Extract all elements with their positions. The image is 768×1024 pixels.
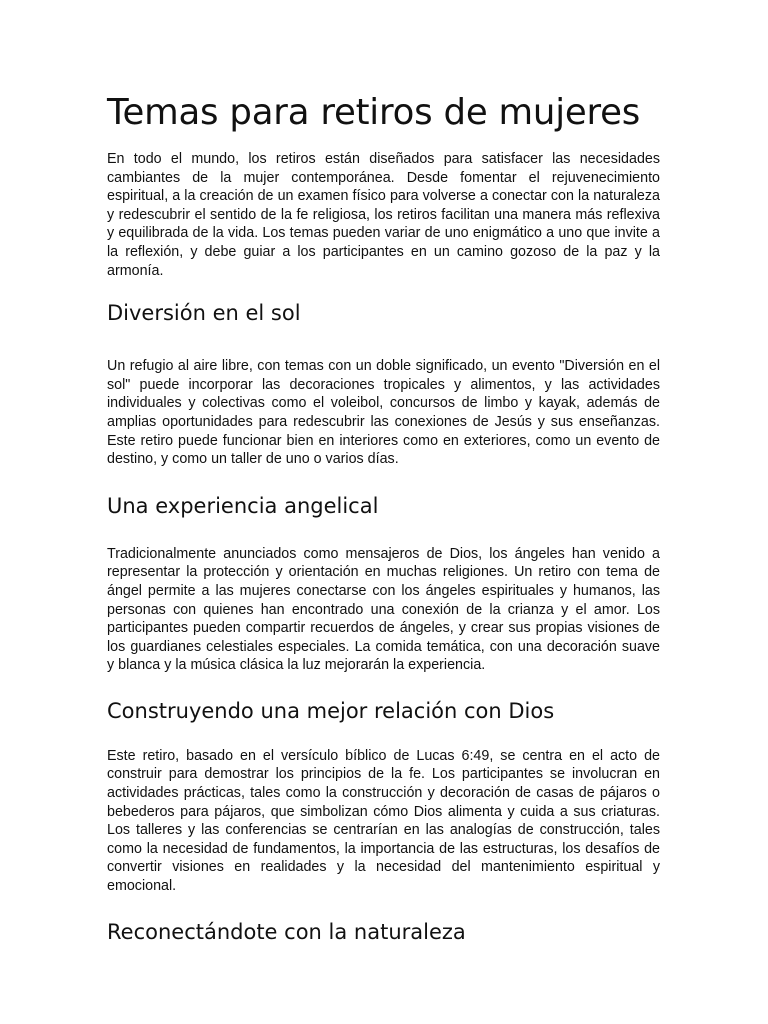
section-heading-naturaleza: Reconectándote con la naturaleza (107, 919, 466, 944)
document-page (107, 91, 660, 946)
section-heading-relacion-con-dios: Construyendo una mejor relación con Dios (107, 698, 555, 723)
section-paragraph-diversion-en-el-sol: Un refugio al aire libre, con temas con un doble significado, un evento "Diversión en el sol" puede incorporar las decoraciones tropicales y alimentos, y las actividades individuales y colectivas como el voleibol, concursos de limbo y kayak, además de amplias oportunidades para redescubrir las conexiones de Jesús y sus enseñanzas. Este retiro puede funcionar bien en interiores como en exteriores, como un evento de destino, y como un taller de uno o varios días. (107, 358, 660, 468)
intro-paragraph: En todo el mundo, los retiros están diseñados para satisfacer las necesidades cambiantes de la mujer contemporánea. Desde fomentar el rejuvenecimiento espiritual, a la creación de un examen físico para volverse a conectar con la naturaleza y redescubrir el sentido de la fe religiosa, los retiros facilitan una manera más reflexiva y equilibrada de la vida. Los temas pueden variar de uno enigmático a uno que invite a la reflexión, y debe guiar a los participantes en un camino gozoso de la paz y la armonía. (107, 151, 660, 279)
page-title: Temas para retiros de mujeres (107, 92, 641, 133)
section-paragraph-experiencia-angelical: Tradicionalmente anunciados como mensajeros de Dios, los ángeles han venido a representar la protección y orientación en muchas religiones. Un retiro con tema de ángel permite a las mujeres conectarse con los ángeles espirituales y humanos, las personas con quienes han encontrado una conexión de la crianza y el amor. Los participantes pueden compartir recuerdos de ángeles, y crear sus propias visiones de los guardianes celestiales especiales. La comida temática, con una decoración suave y blanca y la música clásica la luz mejorarán la experiencia. (107, 545, 660, 674)
section-paragraph-relacion-con-dios: Este retiro, basado en el versículo bíblico de Lucas 6:49, se centra en el acto de construir para demostrar los principios de la fe. Los participantes se involucran en actividades prácticas, tales como la construcción y decoración de casas de pájaros o bebederos para pájaros, que simbolizan cómo Dios alimenta y cuida a sus criaturas. Los talleres y las conferencias se centrarían en las analogías de construcción, tales como la necesidad de fundamentos, la importancia de las estructuras, los desafíos de convertir visiones en realidades y la necesidad del mantenimiento espiritual y emocional. (107, 747, 660, 895)
section-heading-experiencia-angelical: Una experiencia angelical (107, 493, 379, 518)
section-heading-diversion-en-el-sol: Diversión en el sol (107, 301, 301, 326)
